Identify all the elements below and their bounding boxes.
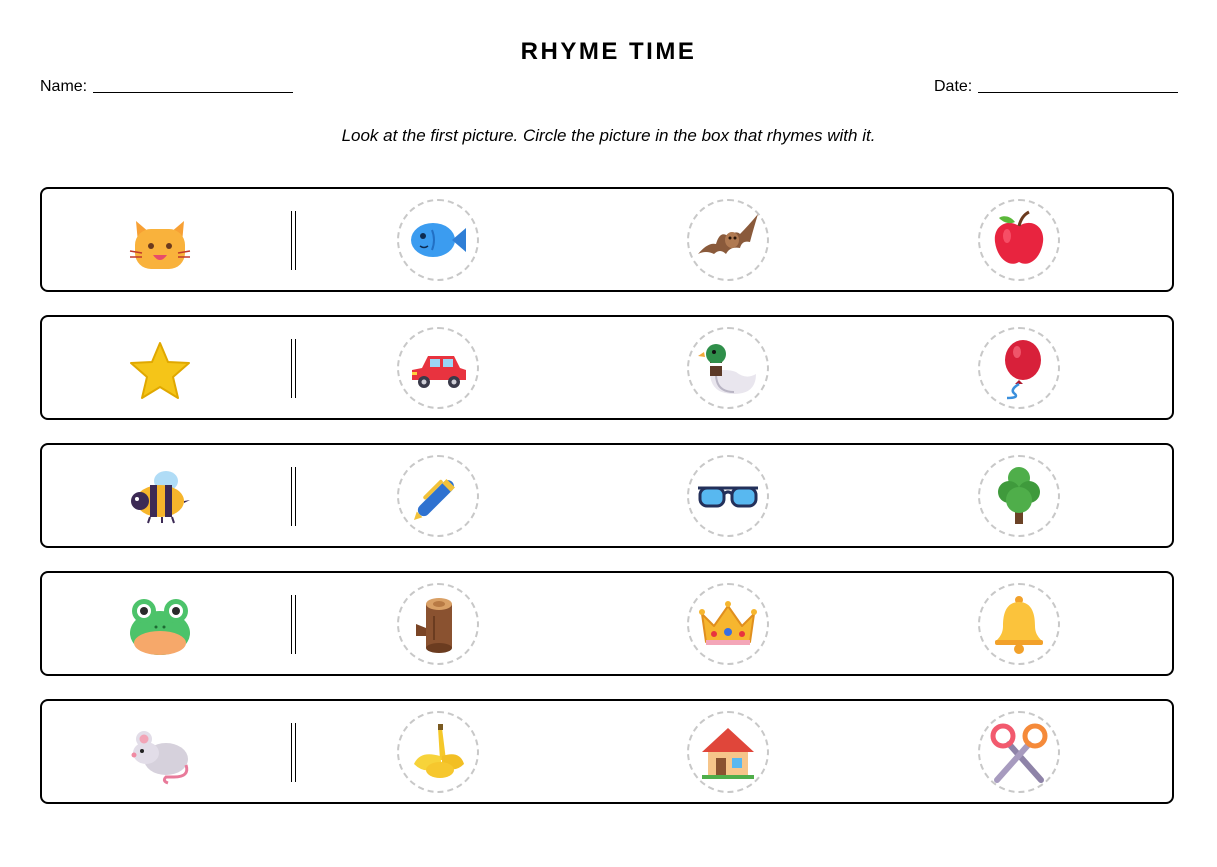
row-divider	[291, 723, 296, 782]
crown-icon	[696, 592, 760, 656]
scissors-icon	[987, 720, 1051, 784]
car-option[interactable]	[397, 327, 479, 409]
car-icon	[406, 336, 470, 400]
rhyme-row-4	[40, 571, 1174, 676]
date-label: Date:	[934, 78, 973, 95]
bat-option[interactable]	[687, 199, 769, 281]
balloon-icon	[987, 336, 1051, 400]
fish-icon	[406, 208, 470, 272]
bee-icon	[128, 469, 192, 529]
log-icon	[406, 592, 470, 656]
row-divider	[291, 467, 296, 526]
tree-option[interactable]	[978, 455, 1060, 537]
pen-option[interactable]	[397, 455, 479, 537]
house-icon	[696, 720, 760, 784]
row-divider	[291, 595, 296, 654]
pen-icon	[406, 464, 470, 528]
mouse-icon	[128, 725, 192, 785]
star-icon	[128, 341, 192, 401]
fish-option[interactable]	[397, 199, 479, 281]
date-blank-line[interactable]	[978, 91, 1178, 93]
rhyme-row-5	[40, 699, 1174, 804]
rhyme-row-2	[40, 315, 1174, 420]
row-divider	[291, 339, 296, 398]
glasses-icon	[696, 464, 760, 528]
house-option[interactable]	[687, 711, 769, 793]
apple-icon	[987, 208, 1051, 272]
name-label: Name:	[40, 78, 88, 95]
tree-icon	[987, 464, 1051, 528]
frog-icon	[128, 597, 192, 657]
bat-icon	[696, 208, 760, 272]
crown-option[interactable]	[687, 583, 769, 665]
rhyme-row-3	[40, 443, 1174, 548]
duck-icon	[696, 336, 760, 400]
duck-option[interactable]	[687, 327, 769, 409]
name-field	[40, 78, 293, 96]
banana-icon	[406, 720, 470, 784]
glasses-option[interactable]	[687, 455, 769, 537]
worksheet-title: RHYME TIME	[520, 38, 697, 65]
apple-option[interactable]	[978, 199, 1060, 281]
banana-option[interactable]	[397, 711, 479, 793]
bell-option[interactable]	[978, 583, 1060, 665]
rhyme-row-1	[40, 187, 1174, 292]
name-blank-line[interactable]	[93, 91, 293, 93]
date-field	[934, 78, 1178, 96]
scissors-option[interactable]	[978, 711, 1060, 793]
balloon-option[interactable]	[978, 327, 1060, 409]
bell-icon	[987, 592, 1051, 656]
instructions: Look at the first picture. Circle the picture in the box that rhymes with it.	[341, 126, 876, 145]
row-divider	[291, 211, 296, 270]
log-option[interactable]	[397, 583, 479, 665]
cat-icon	[128, 213, 192, 273]
